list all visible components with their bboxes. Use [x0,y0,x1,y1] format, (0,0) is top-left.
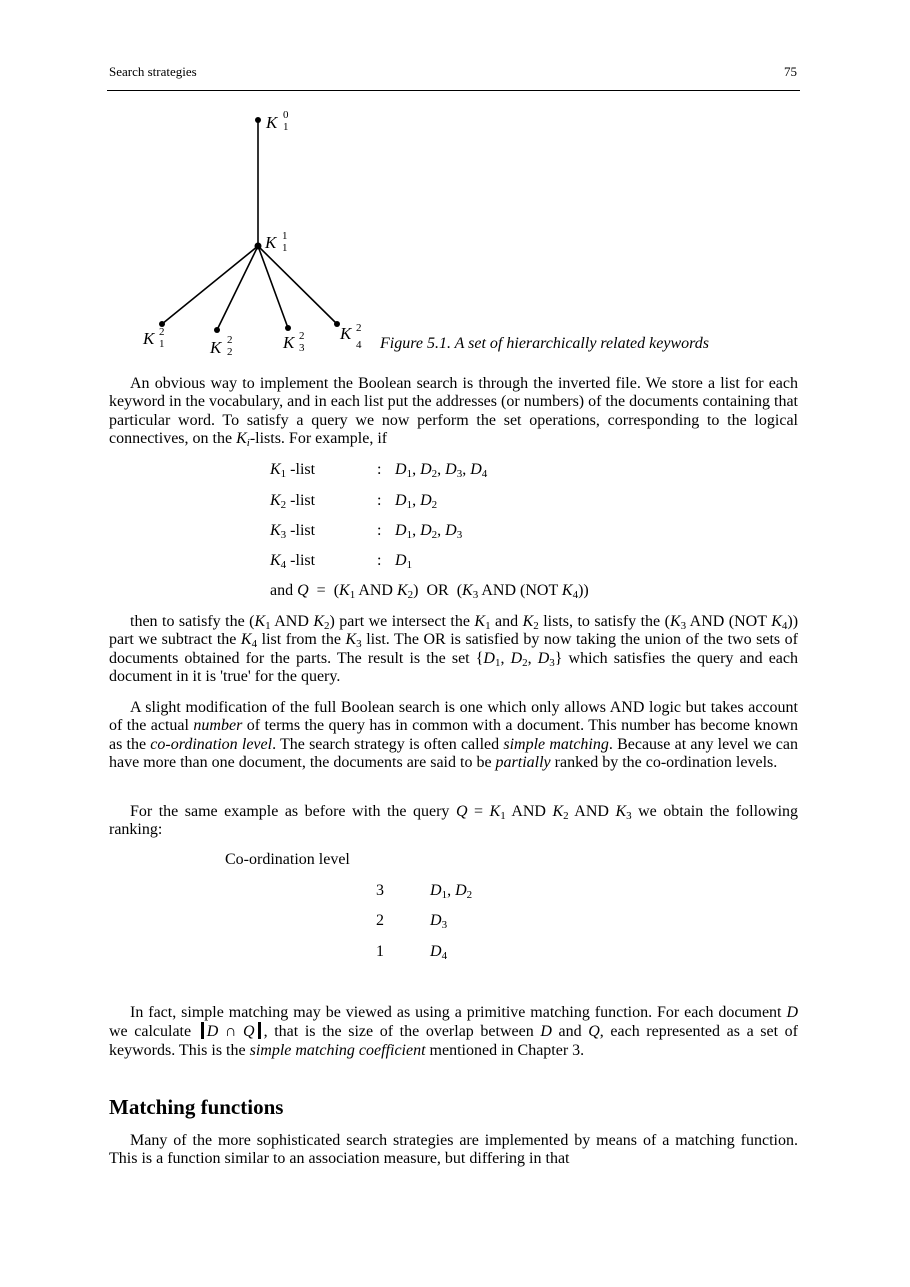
ranking-level: 1 [376,943,384,960]
list-row-k3: $K_3$ -list [270,522,316,541]
list-row-k1: $K_1$ -list [270,461,316,480]
list-docs-k4: $D_1$ [395,552,413,571]
tree-node-k22 [214,327,220,333]
label-k22 [209,334,233,358]
label-k01 [265,109,289,133]
svg-text:2: 2 [227,346,233,358]
tree-node-k01 [255,117,261,123]
list-docs-k3: $D_1$, $D_2$, $D_3$ [395,522,463,541]
tree-edge-k11-k23 [258,246,288,328]
ranking-level: 2 [376,912,384,929]
svg-text:2: 2 [299,330,305,342]
paragraph-inverted-file: An obvious way to implement the Boolean search is through the inverted file. We store a list for each keyword in the vocabulary, and in each list put the addresses (or numbers) of the documents containing that particular word. To satisfy a query we now perform the set operations, corresponding to the logical connectives, on the $K_i$-lists. For example, if [109,375,798,449]
list-docs-k2: $D_1$, $D_2$ [395,492,438,511]
abs-bar-right [258,1022,261,1039]
svg-text:K: K [265,233,277,252]
ranking-heading: Co-ordination level [225,851,350,868]
svg-text:1: 1 [282,242,288,254]
label-k23 [282,330,305,354]
paragraph-query-evaluation: then to satisfy the ($K_1$ AND $K_2$) part we intersect the $K_1$ and $K_2$ lists, to satisfy the ($K_3$ AND (NOT $K_4$)) part we subtract the $K_4$ list from the $K_3$ list. The OR is satisfied by now taking the union of the two sets of documents obtained for the parts. The result is the set {$D_1$, $D_2$, $D_3$} which satisfies the query and each document in it is 'true' for the query. [109,613,799,685]
svg-text:1: 1 [159,338,165,350]
list-sep: : [377,492,382,509]
paragraph-matching-functions: Many of the more sophisticated search strategies are implemented by means of a matching function. This is a function similar to an association measure, but differing in that [109,1132,798,1168]
svg-text:K: K [266,113,278,132]
paragraph-simple-matching: In fact, simple matching may be viewed as using a primitive matching function. For each document D we calculate D ∩ Q , that is the size of the overlap between D and Q, each represented as a set of keywords. This is the simple matching coefficient mentioned in Chapter 3. [109,1004,798,1059]
label-k24 [339,322,362,351]
page-number: 75 [784,64,797,79]
svg-text:2: 2 [159,326,165,338]
ranking-docs: $D_3$ [430,912,448,931]
keyword-tree-figure [0,0,910,370]
svg-text:2: 2 [356,322,362,334]
svg-text:K: K [283,333,295,352]
tree-node-k11 [255,243,262,250]
svg-text:1: 1 [282,230,288,242]
ranking-docs: $D_4$ [430,943,448,962]
svg-text:K: K [210,338,222,357]
tree-edge-k11-k21 [162,246,258,324]
list-sep: : [377,461,382,478]
section-heading: Matching functions [109,1095,284,1119]
ranking-level: 3 [376,882,384,899]
ranking-docs: $D_1$, $D_2$ [430,882,473,901]
figure-caption: Figure 5.1. A set of hierarchically related keywords [380,335,709,352]
tree-edge-k11-k24 [258,246,337,324]
svg-text:1: 1 [283,121,289,133]
svg-text:K: K [143,329,155,348]
list-sep: : [377,552,382,569]
svg-text:2: 2 [227,334,233,346]
abs-bar-left [201,1022,204,1039]
paragraph-coordination-level: A slight modification of the full Boolean search is one which only allows AND logic but takes account of the actual number of terms the query has in common with a document. This number has become known as the co-ordination level. The search strategy is often called simple matching. Because at any level we can have more than one document, the documents are said to be partially ranked by the co-ordination levels. [109,699,798,771]
svg-text:K: K [340,324,352,343]
paragraph-ranking-example: For the same example as before with the query $Q = K_1$ AND $K_2$ AND $K_3$ we obtain the following ranking: [109,803,799,839]
query-expression: and $Q = (K_1$ AND $K_2$) OR ($K_3$ AND (NOT $K_4$)) [270,582,589,601]
tree-edge-k11-k22 [217,246,258,330]
list-sep: : [377,522,382,539]
svg-text:3: 3 [299,342,305,354]
label-k21 [142,326,165,350]
label-k11 [264,230,288,254]
running-header-title: Search strategies [109,64,197,79]
svg-text:4: 4 [356,339,362,351]
list-row-k4: $K_4$ -list [270,552,316,571]
svg-text:0: 0 [283,109,289,121]
list-row-k2: $K_2$ -list [270,492,316,511]
list-docs-k1: $D_1$, $D_2$, $D_3$, $D_4$ [395,461,488,480]
tree-node-k23 [285,325,291,331]
